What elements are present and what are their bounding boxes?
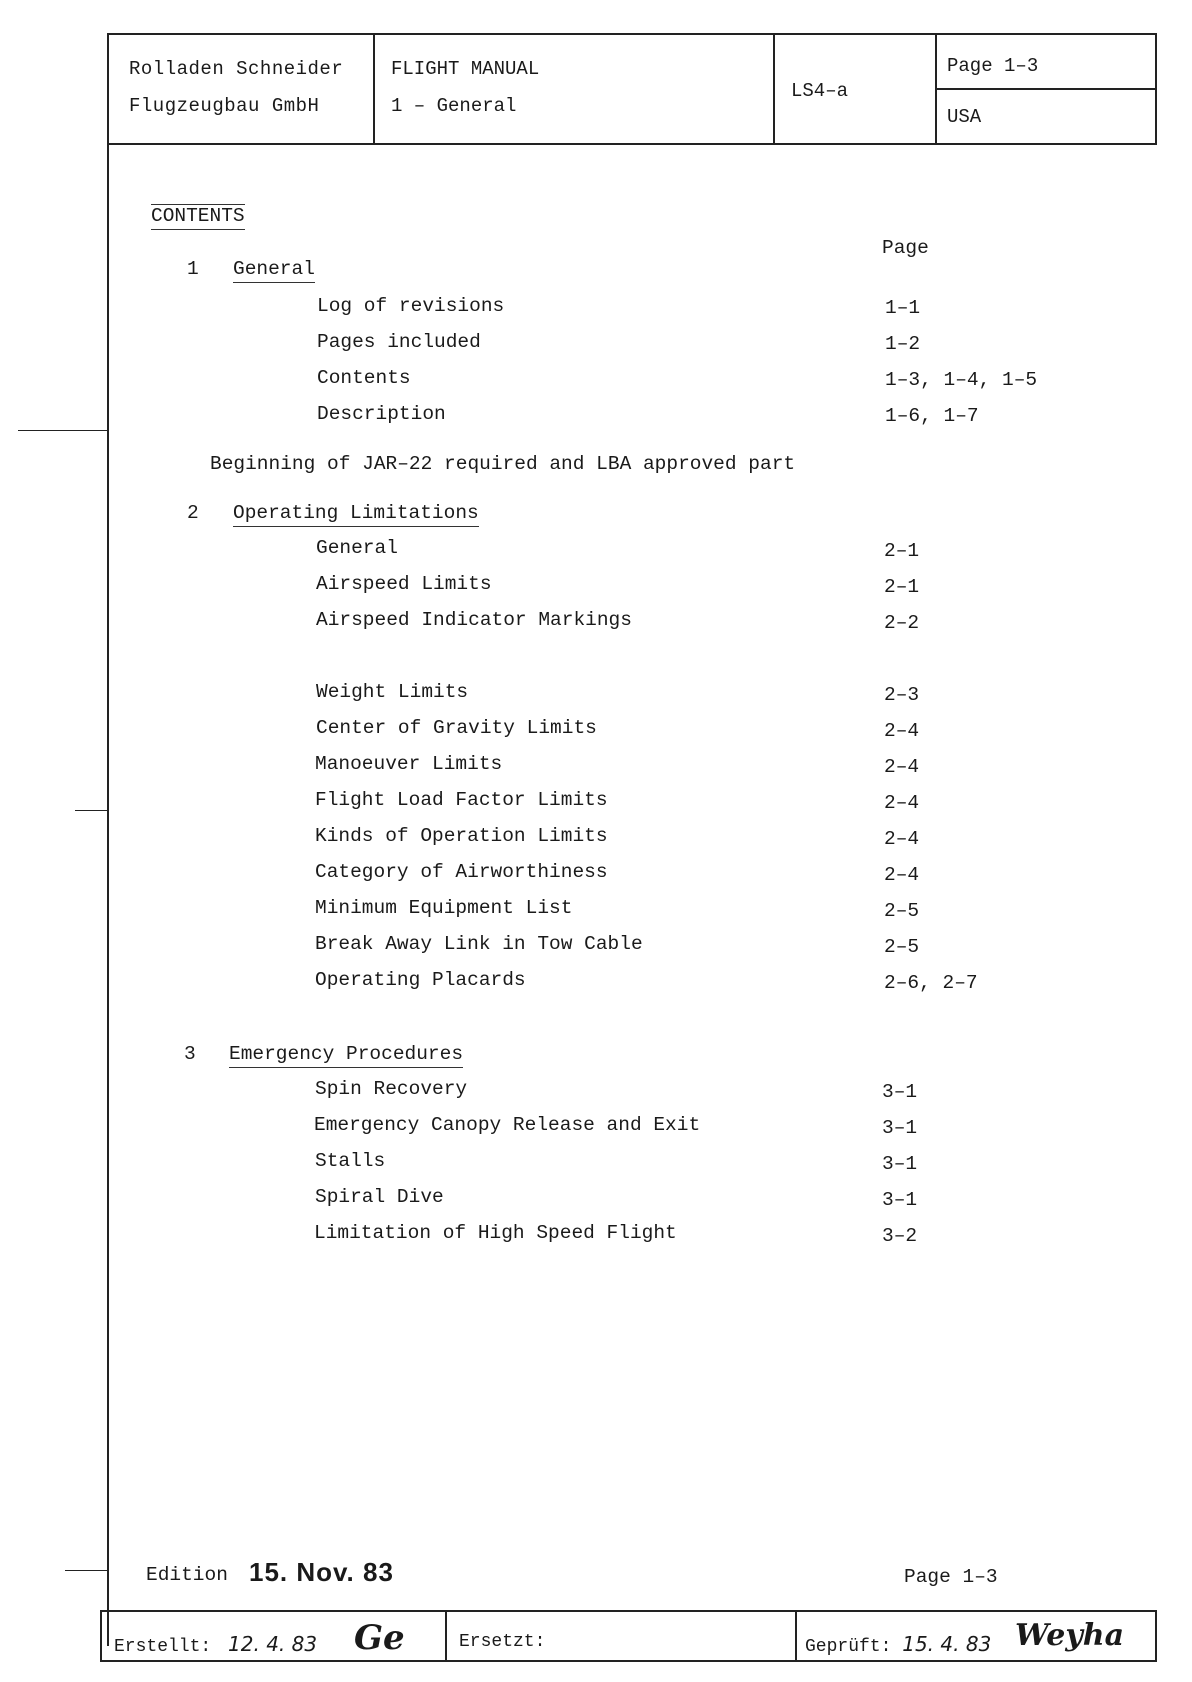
replaced-cell bbox=[447, 1612, 797, 1660]
page-column-label: Page bbox=[882, 237, 929, 259]
section-title-emergency-procedures: Emergency Procedures bbox=[229, 1043, 463, 1068]
toc-item-page: 3–2 bbox=[882, 1225, 918, 1247]
section-number: 2 bbox=[187, 502, 199, 524]
toc-item-page: 2–4 bbox=[884, 720, 920, 742]
checked-label: Geprüft: bbox=[805, 1637, 892, 1657]
margin-mark bbox=[18, 430, 107, 431]
toc-item-page: 1–6, 1–7 bbox=[885, 405, 979, 427]
toc-item-page: 2–1 bbox=[884, 540, 920, 562]
toc-item-page: 3–1 bbox=[882, 1081, 918, 1103]
header-country: USA bbox=[947, 106, 982, 128]
toc-item-label: Minimum Equipment List bbox=[315, 897, 573, 919]
toc-item-page: 1–2 bbox=[885, 333, 921, 355]
toc-item-page: 3–1 bbox=[882, 1153, 918, 1175]
toc-item-label: Contents bbox=[317, 367, 411, 389]
company-cell bbox=[109, 35, 375, 143]
toc-item-page: 2–2 bbox=[884, 612, 920, 634]
section-title-general: General bbox=[233, 258, 315, 283]
manual-title: FLIGHT MANUAL bbox=[391, 58, 540, 80]
header-table bbox=[107, 33, 1157, 145]
margin-mark bbox=[65, 1570, 107, 1571]
section-number: 1 bbox=[187, 258, 199, 280]
page-cell bbox=[937, 35, 1155, 143]
created-label: Erstellt: bbox=[114, 1637, 212, 1657]
section-title-operating-limitations: Operating Limitations bbox=[233, 502, 479, 527]
toc-item-page: 2–5 bbox=[884, 900, 920, 922]
toc-item-page: 2–5 bbox=[884, 936, 920, 958]
company-name: Rolladen Schneider bbox=[129, 58, 344, 80]
toc-item-label: Flight Load Factor Limits bbox=[315, 789, 608, 811]
created-cell bbox=[102, 1612, 447, 1660]
toc-item-page: 3–1 bbox=[882, 1117, 918, 1139]
toc-item-label: Description bbox=[317, 403, 446, 425]
toc-item-label: Airspeed Indicator Markings bbox=[316, 609, 632, 631]
header-page-number: Page 1–3 bbox=[937, 35, 1155, 90]
toc-item-page: 2–4 bbox=[884, 828, 920, 850]
toc-item-label: Spin Recovery bbox=[315, 1078, 468, 1100]
model-name: LS4–a bbox=[791, 80, 849, 102]
toc-item-label: General bbox=[316, 537, 398, 559]
checked-cell bbox=[797, 1612, 1155, 1660]
toc-item-label: Category of Airworthiness bbox=[315, 861, 608, 883]
toc-item-label: Pages included bbox=[317, 331, 481, 353]
edition-date-stamp: 15. Nov. 83 bbox=[249, 1557, 394, 1587]
toc-item-label: Kinds of Operation Limits bbox=[315, 825, 608, 847]
replaced-label: Ersetzt: bbox=[459, 1632, 546, 1652]
toc-item-label: Operating Placards bbox=[315, 969, 526, 991]
toc-item-page: 2–4 bbox=[884, 756, 920, 778]
toc-item-page: 2–4 bbox=[884, 792, 920, 814]
margin-mark bbox=[75, 810, 107, 811]
checked-date: 15. 4. 83 bbox=[902, 1632, 992, 1656]
toc-item-page: 3–1 bbox=[882, 1189, 918, 1211]
toc-item-label: Log of revisions bbox=[317, 295, 505, 317]
toc-item-label: Stalls bbox=[315, 1150, 386, 1172]
toc-item-label: Weight Limits bbox=[316, 681, 469, 703]
toc-item-label: Emergency Canopy Release and Exit bbox=[314, 1114, 701, 1136]
footer-page-number: Page 1–3 bbox=[904, 1566, 998, 1588]
section-number: 3 bbox=[184, 1043, 196, 1065]
section-title: 1 – General bbox=[391, 95, 517, 117]
toc-item-label: Manoeuver Limits bbox=[315, 753, 503, 775]
approved-part-note: Beginning of JAR–22 required and LBA approved part bbox=[210, 453, 796, 475]
contents-title: CONTENTS bbox=[151, 204, 245, 230]
toc-item-page: 1–1 bbox=[885, 297, 921, 319]
toc-item-page: 1–3, 1–4, 1–5 bbox=[885, 369, 1038, 391]
toc-item-label: Limitation of High Speed Flight bbox=[314, 1222, 677, 1244]
checked-signature: Weyha bbox=[1015, 1618, 1125, 1653]
created-date: 12. 4. 83 bbox=[228, 1632, 318, 1656]
edition-label: Edition bbox=[146, 1564, 228, 1586]
footer-table bbox=[100, 1610, 1157, 1662]
toc-item-page: 2–6, 2–7 bbox=[884, 972, 978, 994]
toc-item-label: Spiral Dive bbox=[315, 1186, 444, 1208]
toc-item-page: 2–1 bbox=[884, 576, 920, 598]
toc-item-label: Break Away Link in Tow Cable bbox=[315, 933, 643, 955]
created-signature: Ge bbox=[354, 1618, 405, 1658]
manual-cell bbox=[375, 35, 775, 143]
model-cell bbox=[775, 35, 937, 143]
toc-item-page: 2–3 bbox=[884, 684, 920, 706]
company-subtitle: Flugzeugbau GmbH bbox=[129, 95, 320, 117]
toc-item-label: Center of Gravity Limits bbox=[316, 717, 597, 739]
toc-item-label: Airspeed Limits bbox=[316, 573, 492, 595]
toc-item-page: 2–4 bbox=[884, 864, 920, 886]
